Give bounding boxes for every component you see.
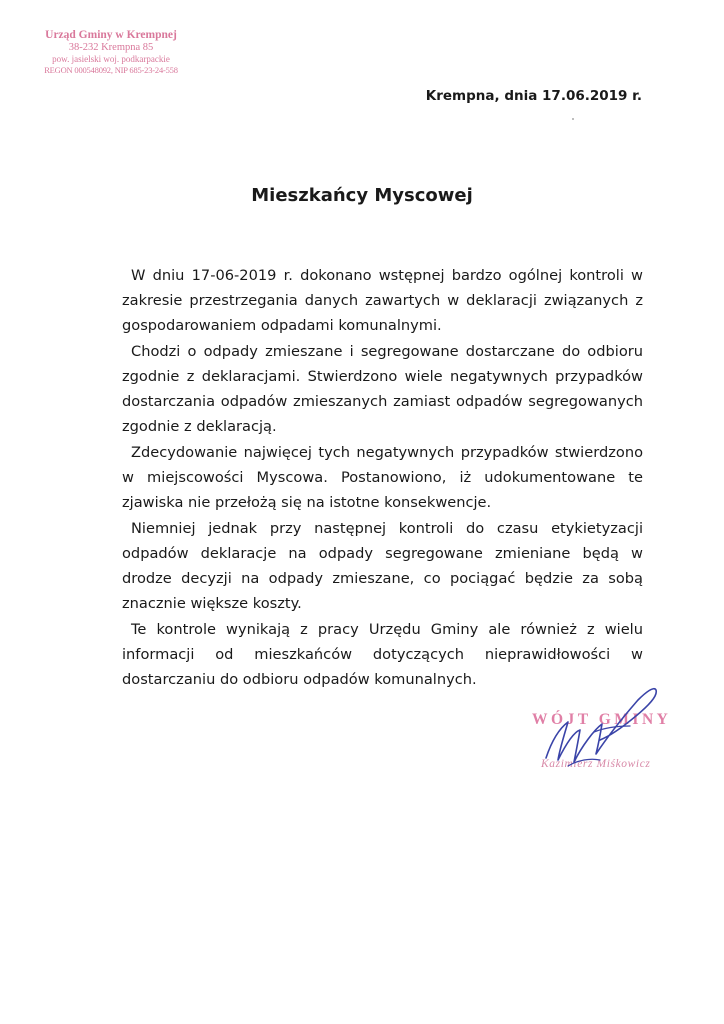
signature-stamp-title: WÓJT GMINY (532, 711, 672, 728)
scan-speck (572, 118, 574, 120)
letter-title: Mieszkańcy Myscowej (251, 185, 473, 206)
paragraph-3: Zdecydowanie najwięcej tych negatywnych przypadków stwierdzono w miejscowości Myscowa. Postanowiono, iż udokumentowane te zjawiska nie przełożą się na istotne konsekwencje. (122, 444, 643, 511)
letter-date: Krempna, dnia 17.06.2019 r. (425, 88, 642, 104)
stamp-regon-nip: REGON 000548092, NIP 685-23-24-558 (44, 65, 178, 75)
stamp-office-name: Urząd Gminy w Krempnej (45, 29, 177, 41)
paragraph-2: Chodzi o odpady zmieszane i segregowane dostarczane do odbioru zgodnie z deklaracjami. Stwierdzono wiele negatywnych przypadków dostarczania odpadów zmieszanych zamiast odpadów segregowanych zgodnie z deklaracją. (122, 343, 643, 435)
office-stamp (22, 28, 200, 76)
stamp-region: pow. jasielski woj. podkarpackie (52, 54, 170, 64)
paragraph-1: W dniu 17-06-2019 r. dokonano wstępnej bardzo ogólnej kontroli w zakresie przestrzegania danych zawartych w deklaracji związanych z gospodarowaniem odpadami komunalnymi. (122, 267, 643, 334)
signature-stamp-name: Kazimierz Miśkowicz (541, 758, 651, 770)
letter-body (122, 264, 643, 695)
paragraph-5: Te kontrole wynikają z pracy Urzędu Gminy ale również z wielu informacji od mieszkańców dotyczących nieprawidłowości w dostarczaniu do odbioru odpadów komunalnych. (122, 621, 643, 688)
paragraph-4: Niemniej jednak przy następnej kontroli do czasu etykietyzacji odpadów deklaracje na odpady segregowane zmieniane będą w drodze decyzji na odpady zmieszane, co pociągać będzie za sobą znacznie większe koszty. (122, 520, 643, 612)
stamp-address: 38-232 Krempna 85 (68, 42, 154, 53)
handwritten-signature (538, 680, 668, 780)
